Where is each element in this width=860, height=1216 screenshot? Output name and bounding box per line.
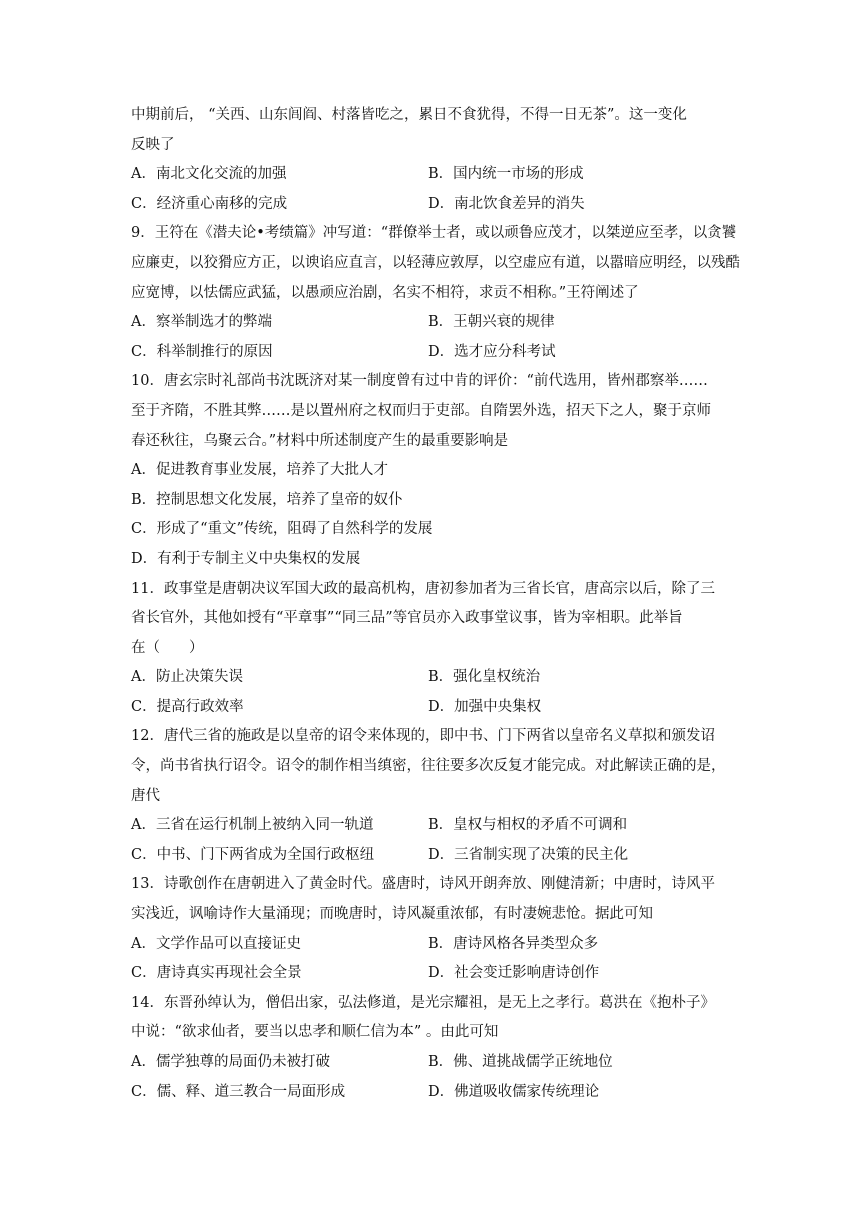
question-list [131,101,740,1107]
option-a: A．南北文化交流的加强 [131,166,287,183]
question-9 [131,219,740,367]
option-a: A．文学作品可以直接证史 [131,935,301,952]
option-d: D．有利于专制主义中央集权的发展 [131,550,361,567]
options-row [131,160,731,190]
question-stem-line: 中说：“欲求仙者，要当以忠孝和顺仁信为本” 。由此可知 [131,1024,499,1041]
option-c: C．儒、释、道三教合一局面形成 [131,1083,346,1100]
question-stem-line: 反映了 [131,136,175,153]
option-a: A．促进教育事业发展，培养了大批人才 [131,462,388,479]
options-row [131,190,731,220]
question-stem-line: 唐代 [131,787,160,804]
question-stem-line: 12．唐代三省的施政是以皇帝的诏令来体现的，即中书、门下两省以皇帝名义草拟和颁发诏 [131,728,715,745]
question-stem-line: 省长官外，其他如授有“平章事”“同三品”等官员亦入政事堂议事，皆为宰相职。此举旨 [131,610,683,627]
options-row [131,1078,731,1108]
options-row [131,308,731,338]
question-11 [131,575,731,723]
option-a: A．防止决策失误 [131,669,243,686]
options-row [131,811,731,841]
options-row [131,663,731,693]
option-d: D．加强中央集权 [428,698,542,715]
option-d: D．社会变迁影响唐诗创作 [428,965,600,982]
question-8-continued [131,101,731,219]
options-row [131,338,731,368]
question-14 [131,989,731,1107]
options-row [131,841,731,871]
option-b: B．控制思想文化发展，培养了皇帝的奴仆 [131,491,403,508]
option-b: B．皇权与相权的矛盾不可调和 [428,817,628,834]
option-c: C．中书、门下两省成为全国行政枢纽 [131,846,375,863]
question-13 [131,870,731,988]
question-stem-line: 在（ ） [131,639,204,656]
options-row [131,959,731,989]
question-stem-line: 春还秋往，乌聚云合。”材料中所述制度产生的最重要影响是 [131,432,509,449]
option-c: C．经济重心南移的完成 [131,195,288,212]
question-stem-line: 10．唐玄宗时礼部尚书沈既济对某一制度曾有过中肯的评价：“前代选用，皆州郡察举…… [131,373,708,390]
option-b: B．唐诗风格各异类型众多 [428,935,599,952]
question-10 [131,367,731,574]
question-stem-line: 14．东晋孙绰认为，僧侣出家，弘法修道，是光宗耀祖，是无上之孝行。葛洪在《抱朴子》 [131,994,715,1011]
option-c: C．提高行政效率 [131,698,244,715]
option-d: D．南北饮食差异的消失 [428,195,585,212]
option-b: B．国内统一市场的形成 [428,166,584,183]
question-stem-line: 令，尚书省执行诏令。诏令的制作相当缜密，往往要多次反复才能完成。对此解读正确的是， [131,758,726,775]
question-stem-line: 应廉吏，以狡猾应方正，以谀谄应直言，以轻薄应敦厚，以空虚应有道，以嚣暗应明经，以残酷 [131,254,740,271]
option-a: A．三省在运行机制上被纳入同一轨道 [131,817,374,834]
option-a: A．儒学独尊的局面仍未被打破 [131,1054,330,1070]
question-stem-line: 9．王符在《潜夫论•考绩篇》冲写道：“群僚举士者，或以顽鲁应茂才，以桀逆应至孝，以贪饕 [131,225,737,242]
question-stem-line: 11．政事堂是唐朝决议军国大政的最高机构，唐初参加者为三省长官，唐高宗以后，除了三 [131,580,715,597]
option-a: A．察举制选才的弊端 [131,314,272,331]
options-row [131,930,731,960]
options-row [131,693,731,723]
option-c: C．形成了“重文”传统，阻碍了自然科学的发展 [131,521,433,538]
option-d: D．佛道吸收儒家传统理论 [428,1083,600,1100]
question-stem-line: 实浅近，讽喻诗作大量涌现；而晚唐时，诗风凝重浓郁，有时凄婉悲怆。据此可知 [131,906,653,923]
option-b: B．强化皇权统治 [428,669,541,686]
question-12 [131,722,731,870]
option-d: D．选才应分科考试 [428,343,556,360]
question-stem-line: 应宽博，以怯儒应武猛，以愚顽应治剧，名实不相符，求贡不相称。”王符阐述了 [131,284,639,301]
question-stem-line: 中期前后， “关西、山东闾阎、村落皆吃之，累日不食犹得，不得一日无茶”。这一变化 [131,107,687,123]
options-row [131,1048,731,1078]
option-b: B．佛、道挑战儒学正统地位 [428,1054,613,1070]
question-stem-line: 13．诗歌创作在唐朝进入了黄金时代。盛唐时，诗风开朗奔放、刚健清新；中唐时，诗风平 [131,876,715,893]
option-c: C．唐诗真实再现社会全景 [131,965,302,982]
option-d: D．三省制实现了决策的民主化 [428,846,629,863]
option-b: B．王朝兴衰的规律 [428,314,555,331]
option-c: C．科举制推行的原因 [131,343,273,360]
question-stem-line: 至于齐隋，不胜其弊……是以置州府之权而归于吏部。自隋罢外选，招天下之人，聚于京师 [131,402,711,419]
